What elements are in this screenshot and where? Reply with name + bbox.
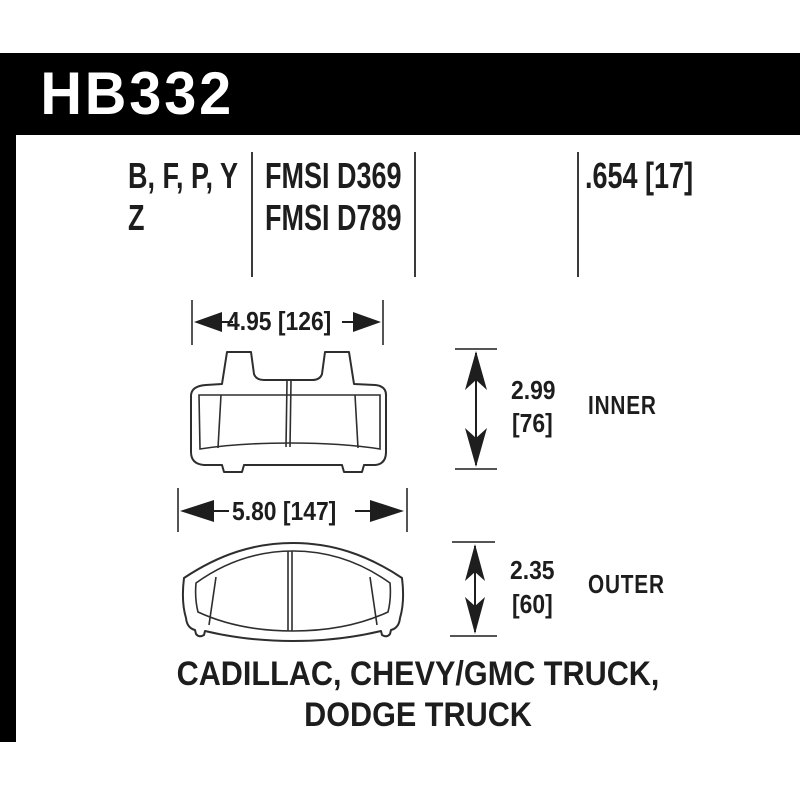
fmsi-number-1: FMSI D369 [265,155,402,196]
part-number: HB332 [40,60,235,127]
outer-height-dimension [450,542,497,636]
compound-codes-line1: B, F, P, Y [128,155,239,196]
arrow-right-icon [370,500,404,522]
fmsi-number-2: FMSI D789 [265,197,402,238]
arrow-right-icon [353,312,381,332]
inner-height-dimension [455,349,497,469]
outer-pad-drawing [183,543,403,641]
pad-thickness-value: .654 [17] [585,155,694,196]
application-line2: DODGE TRUCK [304,696,532,734]
inner-height-in-label: 2.99 [511,375,556,405]
outer-pad-label: OUTER [588,569,665,599]
inner-pad-label: INNER [588,390,657,420]
arrow-left-icon [194,312,222,332]
inner-width-label: 4.95 [126] [227,306,332,336]
outer-width-label: 5.80 [147] [232,496,337,526]
arrow-left-icon [180,500,214,522]
application-line1: CADILLAC, CHEVY/GMC TRUCK, [176,655,660,693]
compound-codes-line2: Z [128,197,145,238]
inner-height-mm-label: [76] [512,408,553,438]
inner-pad-drawing [191,352,386,472]
outer-height-mm-label: [60] [512,589,553,619]
outer-height-in-label: 2.35 [510,555,555,585]
